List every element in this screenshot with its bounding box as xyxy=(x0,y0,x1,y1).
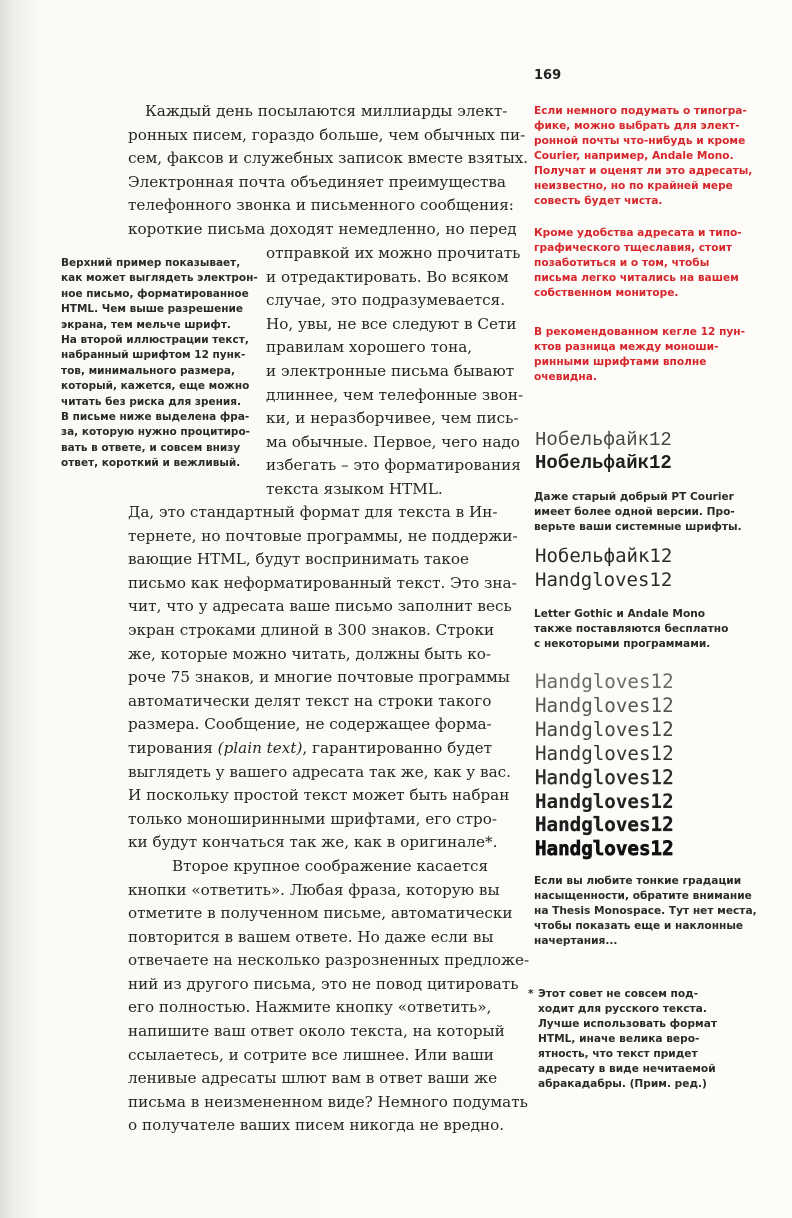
text-line: правилам хорошего тона, xyxy=(266,338,473,357)
text-line: роче 75 знаков, и многие почтовые программы xyxy=(128,668,510,687)
text-line: ронных писем, гораздо больше, чем обычных пи- xyxy=(128,125,526,144)
gothic-sample-cyrillic: Нобельфайк12 xyxy=(535,545,673,567)
sidenote-line: экрана, тем мельче шрифт. xyxy=(61,318,231,331)
footnote-line: Этот совет не совсем под- xyxy=(538,988,699,1000)
text-line: кнопки «ответить». Любая фраза, которую вы xyxy=(128,880,500,899)
left-sidenote xyxy=(61,256,258,472)
italic-term: (plain text) xyxy=(217,738,303,757)
red-note-line: очевидна. xyxy=(534,371,597,383)
footnote-mark: * xyxy=(528,988,534,1000)
red-note-line: фике, можно выбрать для элект- xyxy=(534,120,740,132)
footnote-line: ходит для русского текста. xyxy=(538,1003,707,1015)
footnote-line: абракадабры. (Прим. ред.) xyxy=(538,1078,707,1090)
weight-sample: Handgloves12 xyxy=(535,670,674,693)
red-note-line: Получат и оценят ли это адресаты, xyxy=(534,165,753,177)
red-note-line: ринными шрифтами вполне xyxy=(534,356,707,368)
text-line: о получателе ваших писем никогда не вредно. xyxy=(128,1116,505,1135)
red-note-line: графического тщеславия, стоит xyxy=(534,242,733,254)
sidenote-line: HTML. Чем выше разрешение xyxy=(61,303,243,316)
text-line: письма в неизмененном виде? Немного подумать xyxy=(128,1092,528,1111)
text-line: же, которые можно читать, должны быть ко- xyxy=(128,644,492,663)
sidenote-line: читать без риска для зрения. xyxy=(61,395,241,408)
text-line: ки будут кончаться так же, как в оригинале*. xyxy=(128,833,498,852)
weight-sample: Handgloves12 xyxy=(535,765,674,789)
text-line-with-italic xyxy=(128,737,529,761)
text-line: случае, это подразумевается. xyxy=(266,291,506,310)
red-note-line: Кроме удобства адресата и типо- xyxy=(534,227,742,239)
text-fragment: , гарантированно будет xyxy=(302,738,492,757)
sidenote-line: Верхний пример показывает, xyxy=(61,257,241,269)
sidenote-line: ответ, короткий и вежливый. xyxy=(61,457,241,470)
text-line: ссылаетесь, и сотрите все лишнее. Или ваши xyxy=(128,1045,494,1064)
text-line: Электронная почта объединяет преимущества xyxy=(128,172,506,191)
text-line: длиннее, чем телефонные звон- xyxy=(266,385,524,404)
sidenote-line: набранный шрифтом 12 пунк- xyxy=(61,349,246,362)
text-line: отправкой их можно прочитать xyxy=(266,244,521,262)
text-line: автоматически делят текст на строки такого xyxy=(128,691,492,710)
text-line: и электронные письма бывают xyxy=(266,361,515,380)
caption-line: насыщенности, обратите внимание xyxy=(534,890,752,902)
text-line: сем, факсов и служебных записок вместе взятых. xyxy=(128,149,529,168)
sidenote-line: вать в ответе, и совсем внизу xyxy=(61,441,241,454)
text-line: отвечаете на несколько разрозненных предложе- xyxy=(128,951,530,970)
text-line: тернете, но почтовые программы, не поддержи- xyxy=(128,526,518,545)
sidenote-line: тов, минимального размера, xyxy=(61,364,235,377)
text-line: и отредактировать. Во всяком xyxy=(266,267,509,286)
caption-line: имеет более одной версии. Про- xyxy=(534,506,735,518)
caption-line: начертания... xyxy=(534,935,618,947)
narrow-paragraph xyxy=(266,242,523,502)
text-line: повторится в вашем ответе. Но даже если вы xyxy=(128,927,494,946)
caption-line: Letter Gothic и Andale Mono xyxy=(534,608,706,620)
weight-sample: Handgloves12 xyxy=(535,789,674,813)
main-paragraphs xyxy=(128,501,529,1138)
red-note-line: ронной почты что-нибудь и кроме xyxy=(534,135,746,147)
caption-courier xyxy=(534,490,742,535)
text-line: ки, и неразборчивее, чем пись- xyxy=(266,409,519,428)
caption-line: с некоторыми программами. xyxy=(534,638,711,650)
text-line: его полностью. Нажмите кнопку «ответить», xyxy=(128,998,492,1017)
footnote-line: HTML, иначе велика веро- xyxy=(538,1033,700,1045)
gothic-sample-latin: Handgloves12 xyxy=(535,569,673,591)
footnote-line: адресату в виде нечитаемой xyxy=(538,1063,716,1075)
caption-line: чтобы показать еще и наклонные xyxy=(534,920,744,932)
weight-sample: Handgloves12 xyxy=(535,741,674,765)
text-line: Каждый день посылаются миллиарды элект- xyxy=(145,102,508,120)
caption-line: также поставляются бесплатно xyxy=(534,623,729,635)
weight-sample: Handgloves12 xyxy=(535,837,674,861)
text-line: чит, что у адресата ваше письмо заполнит весь xyxy=(128,597,512,616)
text-line: ленивые адресаты шлют вам в ответ ваши же xyxy=(128,1069,498,1088)
sidenote-line: ное письмо, форматированное xyxy=(61,287,249,300)
text-line: И поскольку простой текст может быть набран xyxy=(128,786,510,805)
text-line: ма обычные. Первое, чего надо xyxy=(266,432,520,451)
intro-paragraph xyxy=(128,100,528,242)
red-note-line: позаботиться и о том, чтобы xyxy=(534,257,710,269)
red-note-line: В рекомендованном кегле 12 пун- xyxy=(534,326,746,338)
sidenote-line: В письме ниже выделена фра- xyxy=(61,411,250,424)
weight-sample: Handgloves12 xyxy=(535,693,674,717)
text-line: выглядеть у вашего адресата так же, как у вас. xyxy=(128,762,511,781)
text-fragment: тирования xyxy=(128,738,218,757)
text-line: телефонного звонка и письменного сообщения: xyxy=(128,196,514,215)
red-note-line: Если немного подумать о типогра- xyxy=(534,105,747,117)
courier-light-sample: Нобельфайк12 xyxy=(535,429,672,451)
text-line: ний из другого письма, это не повод цитировать xyxy=(128,974,519,993)
red-note-line: письма легко читались на вашем xyxy=(534,272,739,284)
red-note-size xyxy=(534,325,745,385)
text-line: Но, увы, не все следуют в Сети xyxy=(266,314,517,333)
red-note-line: ктов разница между моноши- xyxy=(534,341,719,353)
red-note-line: совесть будет чиста. xyxy=(534,195,663,207)
weight-sample: Handgloves12 xyxy=(535,813,674,837)
text-line: размера. Сообщение, не содержащее форма- xyxy=(128,715,492,734)
text-line: текста языком HTML. xyxy=(266,479,443,498)
text-line: вающие HTML, будут воспринимать такое xyxy=(128,550,470,569)
caption-gothic xyxy=(534,607,728,652)
caption-thesis xyxy=(534,874,757,949)
text-line: отметите в полученном письме, автоматически xyxy=(128,904,513,923)
footnote-line: Лучше использовать формат xyxy=(538,1018,717,1030)
red-note-line: Courier, например, Andale Mono. xyxy=(534,150,734,162)
caption-line: на Thesis Monospace. Тут нет места, xyxy=(534,905,757,917)
red-note-line: собственном мониторе. xyxy=(534,287,679,299)
sidenote-line: который, кажется, еще можно xyxy=(61,380,250,393)
caption-line: Даже старый добрый PT Courier xyxy=(534,491,734,503)
text-line: напишите ваш ответ около текста, на который xyxy=(128,1022,505,1041)
caption-line: Если вы любите тонкие градации xyxy=(534,875,742,887)
red-note-line: неизвестно, но по крайней мере xyxy=(534,180,733,192)
footnote-line: ятность, что текст придет xyxy=(538,1048,698,1060)
text-line: письмо как неформатированный текст. Это зна- xyxy=(128,573,517,592)
footnote-body xyxy=(538,987,717,1092)
text-line: короткие письма доходят немедленно, но перед xyxy=(128,219,517,238)
red-note-monitor xyxy=(534,226,742,301)
text-line: экран строками длиной в 300 знаков. Строки xyxy=(128,620,495,639)
text-line: только моноширинными шрифтами, его стро- xyxy=(128,809,498,828)
text-line: Второе крупное соображение касается xyxy=(172,856,489,875)
sidenote-line: за, которую нужно процитиро- xyxy=(61,426,251,439)
red-note-typography xyxy=(534,104,752,209)
caption-line: верьте ваши системные шрифты. xyxy=(534,521,742,533)
sidenote-line: На второй иллюстрации текст, xyxy=(61,334,249,347)
text-line: избегать – это форматирования xyxy=(266,456,521,475)
thesis-weight-samples xyxy=(535,670,674,861)
weight-sample: Handgloves12 xyxy=(535,717,674,741)
sidenote-line: как может выглядеть электрон- xyxy=(61,272,258,285)
page-number: 169 xyxy=(534,68,562,83)
text-line: Да, это стандартный формат для текста в Ин- xyxy=(128,503,498,521)
courier-bold-sample: Нобельфайк12 xyxy=(535,452,672,474)
